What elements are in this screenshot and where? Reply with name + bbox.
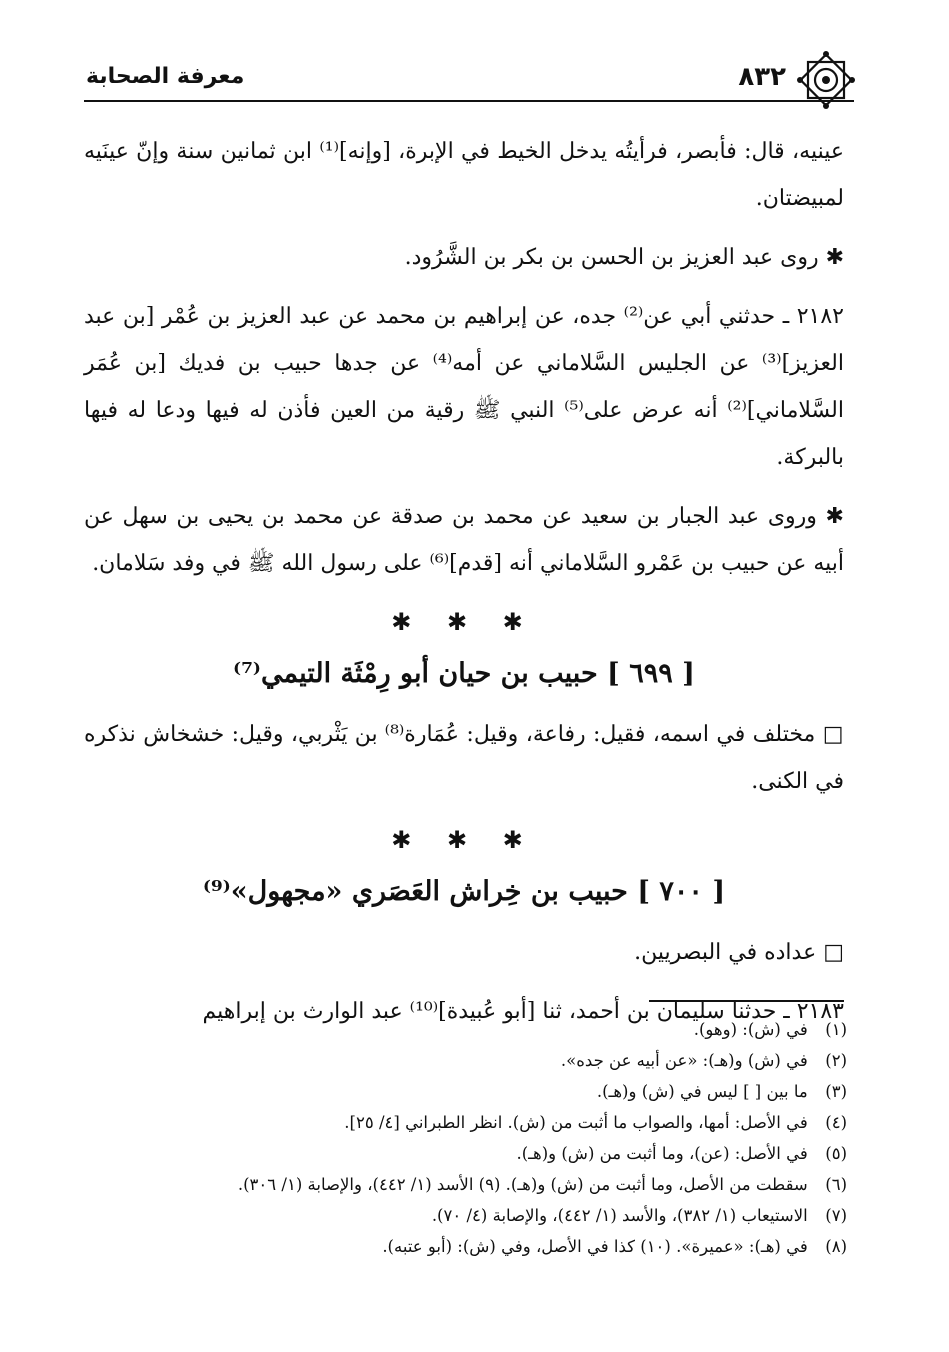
entry-text: ٢١٨٣ ـ حدثنا سليمان بن أحمد، ثنا [أبو عُبيدة]⁽¹⁰⁾ عبد الوارث بن إبراهيم [202, 999, 844, 1024]
footnote [87, 1014, 847, 1045]
footnote-text: في الأصل: (عن)، وما أثبت من (ش) و(هـ). [516, 1144, 808, 1163]
section-separator: ✱ ✱ ✱ [391, 608, 537, 636]
footnote-number: (٨) [825, 1237, 847, 1256]
page-number: ٨٣٢ [738, 62, 786, 92]
footnote-text: في (ش): (وهو). [693, 1020, 808, 1039]
footnote-divider [649, 1000, 844, 1002]
footnote-number: (١) [825, 1020, 847, 1039]
footnote [87, 1138, 847, 1169]
page-header [84, 56, 854, 102]
footnote-number: (٧) [825, 1206, 847, 1225]
footnote-text: سقطت من الأصل، وما أثبت من (ش) و(هـ). (٩) الأسد (١/ ٤٤٢)، والإصابة (١/ ٣٠٦). [237, 1175, 808, 1194]
entry-text: □ عداده في البصريين. [634, 940, 844, 965]
footnote-text: الاستيعاب (١/ ٣٨٢)، والأسد (١/ ٤٤٢)، والإصابة (٤/ ٧٠). [431, 1206, 808, 1225]
entry-heading-700: [ ٧٠٠ ] حبيب بن خِراش العَصَري «مجهول»⁽⁹⁾ [202, 876, 726, 907]
footnote [87, 1169, 847, 1200]
footnote-number: (٦) [825, 1175, 847, 1194]
paragraph: ✱ وروى عبد الجبار بن سعيد عن محمد بن صدقة عن محمد بن يحيى بن سهل عن أبيه عن حبيب بن عَمْرو السَّلاماني أنه [قدم]⁽⁶⁾ على رسول الله ﷺ في وفد سَلامان. [84, 504, 844, 576]
footnote [87, 1107, 847, 1138]
footnote-text: في الأصل: أمها، والصواب ما أثبت من (ش). انظر الطبراني [٤/ ٢٥]. [344, 1113, 808, 1132]
footnote-number: (٣) [825, 1082, 847, 1101]
paragraph: ✱ روى عبد العزيز بن الحسن بن بكر بن الشَّرُود. [404, 245, 844, 270]
footnote [87, 1045, 847, 1076]
footnote-text: في (هـ): «عميرة». (١٠) كذا في الأصل، وفي (ش): (أبو عتبه). [382, 1237, 808, 1256]
footnote-number: (٢) [825, 1051, 847, 1070]
section-separator: ✱ ✱ ✱ [391, 826, 537, 854]
footnote-number: (٤) [825, 1113, 847, 1132]
book-title: معرفة الصحابة [86, 64, 245, 89]
entry-text: □ مختلف في اسمه، فقيل: رفاعة، وقيل: عُمَارة⁽⁸⁾ بن يَثْربي، وقيل: خشخاش نذكره في الكنى. [84, 722, 844, 794]
footnote-text: في (ش) و(هـ): «عن أبيه عن جده». [560, 1051, 808, 1070]
footnote [87, 1200, 847, 1231]
main-text [84, 128, 844, 1047]
footnote [87, 1231, 847, 1262]
footnotes [87, 1014, 847, 1262]
entry-heading-699: [ ٦٩٩ ] حبيب بن حيان أبو رِمْثَة التيمي⁽⁷⁾ [233, 658, 695, 689]
footnote-text: ما بين [ ] ليس في (ش) و(هـ). [596, 1082, 808, 1101]
paragraph: عينيه، قال: فأبصر، فرأيتُه يدخل الخيط في الإبرة، [وإنه]⁽¹⁾ ابن ثمانين سنة وإنّ عينَيه لمبيضتان. [84, 139, 844, 211]
octagonal-ornament-icon [794, 48, 858, 112]
footnote-number: (٥) [825, 1144, 847, 1163]
paragraph: ٢١٨٢ ـ حدثني أبي عن⁽²⁾ جده، عن إبراهيم بن محمد عن عبد العزيز بن عُمْر [بن عبد العزيز]⁽³⁾ عن الجليس السَّلاماني عن أمه⁽⁴⁾ عن جدها حبيب بن فديك [بن عُمَر السَّلاماني]⁽²⁾ أنه عرض على⁽⁵⁾ النبي ﷺ رقية من العين فأذن له فيها ودعا له فيها بالبركة. [84, 304, 844, 470]
footnote [87, 1076, 847, 1107]
